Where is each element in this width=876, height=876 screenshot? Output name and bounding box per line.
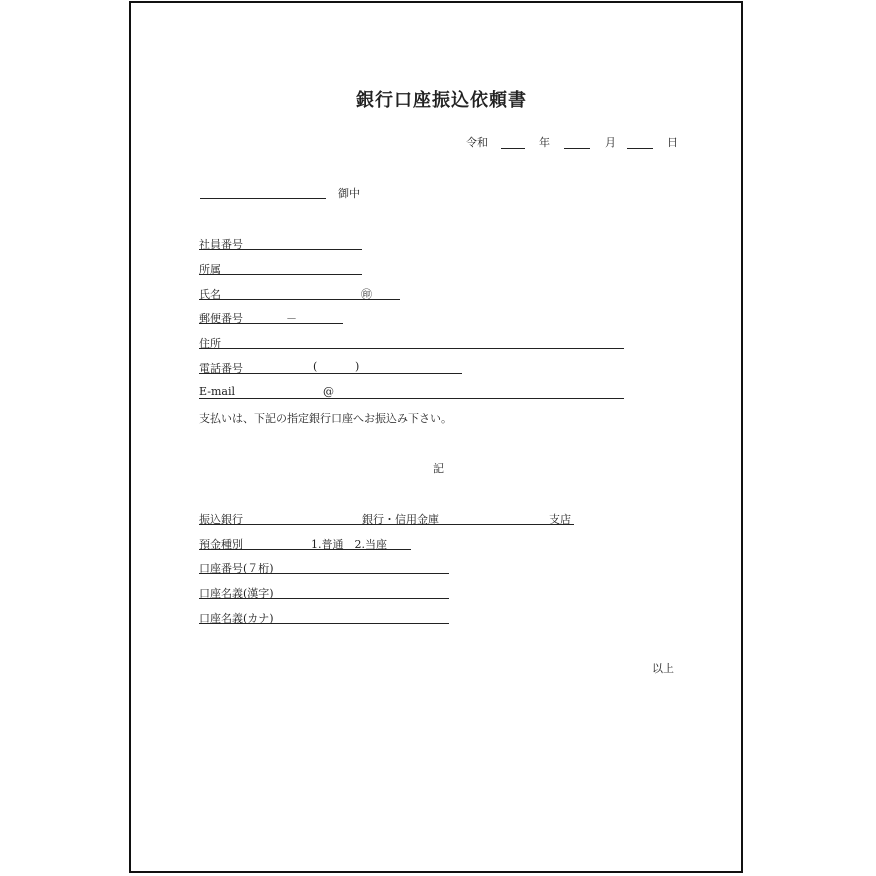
email-at: @ — [323, 385, 334, 398]
address-label: 住所 — [199, 337, 221, 350]
date-day-unit: 日 — [667, 136, 678, 149]
instruction-text: 支払いは、下記の指定銀行口座へお振込み下さい。 — [199, 412, 452, 425]
name-line[interactable] — [199, 298, 400, 300]
deposit-type-line — [199, 548, 411, 550]
bank-line[interactable] — [199, 523, 574, 525]
account-name-kanji-label: 口座名義(漢字) — [199, 587, 274, 600]
postal-dash: － — [286, 312, 297, 325]
department-line[interactable] — [199, 273, 362, 275]
bank-label: 振込銀行 — [199, 513, 243, 526]
address-line[interactable] — [199, 347, 624, 349]
postal-code-label: 郵便番号 — [199, 312, 243, 325]
addressee-suffix: 御中 — [338, 187, 360, 200]
account-name-kana-line[interactable] — [199, 622, 449, 624]
account-no-line[interactable] — [199, 572, 449, 574]
deposit-options[interactable]: 1.普通 2.当座 — [311, 538, 387, 551]
deposit-type-label: 預金種別 — [199, 538, 243, 551]
employee-no-line[interactable] — [199, 248, 362, 250]
form-page — [129, 1, 743, 873]
date-month-unit: 月 — [605, 136, 616, 149]
day-blank[interactable] — [627, 147, 653, 149]
email-line[interactable] — [199, 397, 624, 399]
name-label: 氏名 — [199, 288, 221, 301]
year-blank[interactable] — [501, 147, 525, 149]
seal-mark: ㊞ — [361, 288, 372, 301]
closing-text: 以上 — [652, 662, 674, 675]
email-label: E-mail — [199, 385, 235, 398]
branch-label: 支店 — [549, 513, 571, 526]
bank-type: 銀行・信用金庫 — [362, 513, 439, 526]
date-era: 令和 — [466, 136, 488, 149]
addressee-blank[interactable] — [200, 197, 326, 199]
phone-paren-close: ) — [355, 360, 360, 373]
date-year-unit: 年 — [539, 136, 550, 149]
ki-marker: 記 — [433, 462, 444, 475]
department-label: 所属 — [199, 263, 221, 276]
phone-label: 電話番号 — [199, 362, 243, 375]
account-name-kana-label: 口座名義(カナ) — [199, 612, 274, 625]
account-no-label: 口座番号(７桁) — [199, 562, 274, 575]
employee-no-label: 社員番号 — [199, 238, 243, 251]
account-name-kanji-line[interactable] — [199, 597, 449, 599]
phone-paren-open: ( — [313, 360, 318, 373]
postal-code-line[interactable] — [199, 322, 343, 324]
month-blank[interactable] — [564, 147, 590, 149]
phone-line[interactable] — [199, 372, 462, 374]
document-title: 銀行口座振込依頼書 — [356, 90, 527, 111]
